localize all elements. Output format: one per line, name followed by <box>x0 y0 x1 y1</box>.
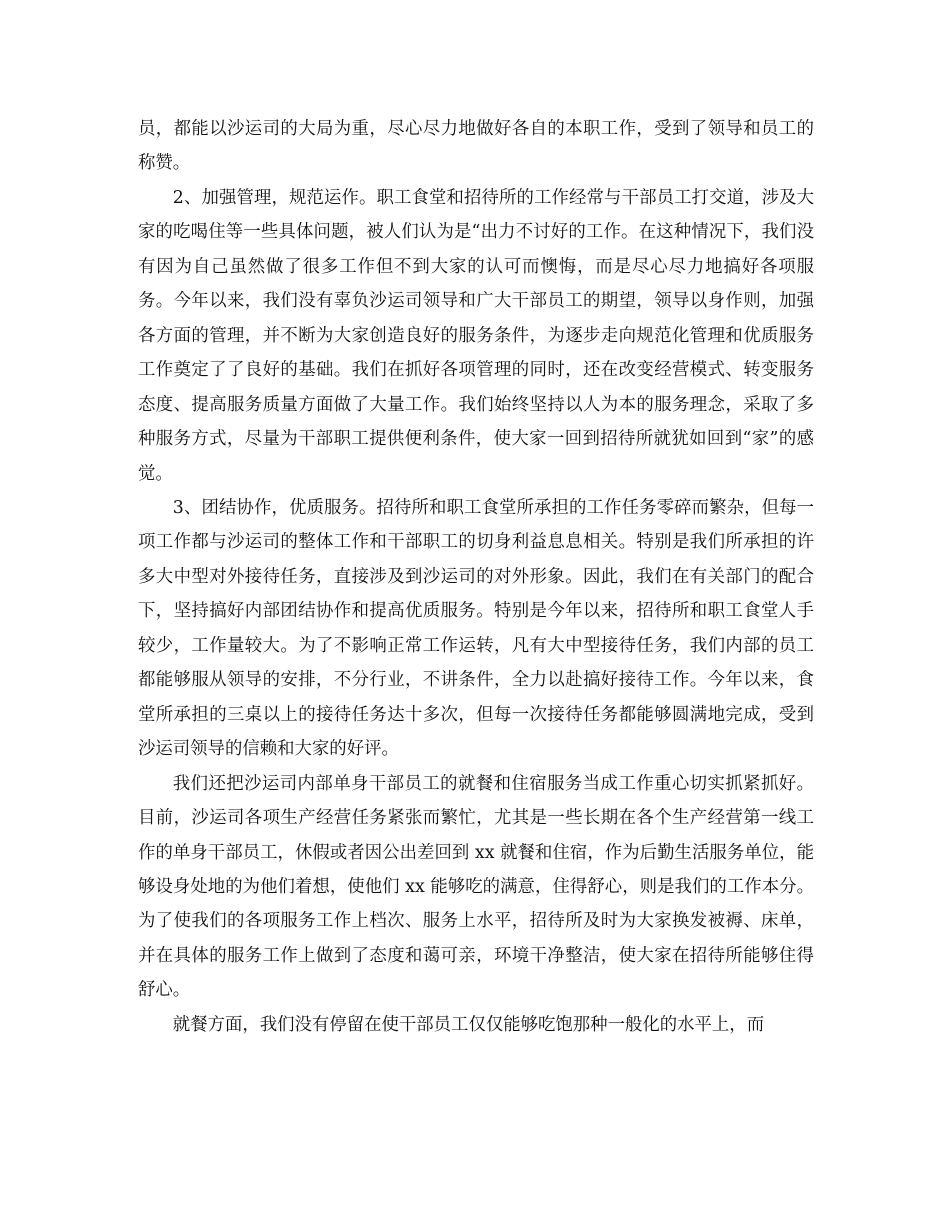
paragraph-cooperation: 3、团结协作，优质服务。招待所和职工食堂所承担的工作任务零碎而繁杂，但每一项工作都与沙运司的整体工作和干部职工的切身利益息息相关。特别是我们所承担的许多大中型对外接待任务，直接涉及到沙运司的对外形象。因此，我们在有关部门的配合下，坚持搞好内部团结协作和提高优质服务。特别是今年以来，招待所和职工食堂人手较少，工作量较大。为了不影响正常工作运转，凡有大中型接待任务，我们内部的员工都能够服从领导的安排，不分行业，不讲条件，全力以赴搞好接待工作。今年以来，食堂所承担的三桌以上的接待任务达十多次，但每一次接待任务都能够圆满地完成，受到沙运司领导的信赖和大家的好评。 <box>138 497 814 760</box>
paragraph-dining: 就餐方面，我们没有停留在使干部员工仅仅能够吃饱那种一般化的水平上，而 <box>172 1014 765 1035</box>
paragraph-dining-lodging: 我们还把沙运司内部单身干部员工的就餐和住宿服务当成工作重心切实抓紧抓好。目前，沙运司各项生产经营任务紧张而繁忙，尤其是一些长期在各个生产经营第一线工作的单身干部员工，休假或者因公出差回到 xx 就餐和住宿，作为后勤生活服务单位，能够设身处地的为他们着想，使他们 xx 能够吃的满意，住得舒心，则是我们的工作本分。为了使我们的各项服务工作上档次、服务上水平，招待所及时为大家换发被褥、床单，并在具体的服务工作上做到了态度和蔼可亲，环境干净整洁，使大家在招待所能够住得舒心。 <box>138 773 814 1001</box>
document-body <box>138 112 814 1042</box>
paragraph-management: 2、加强管理，规范运作。职工食堂和招待所的工作经常与干部员工打交道，涉及大家的吃喝住等一些具体问题，被人们认为是“出力不讨好的工作。在这种情况下，我们没有因为自己虽然做了很多工作但不到大家的认可而懊悔，而是尽心尽力地搞好各项服务。今年以来，我们没有辜负沙运司领导和广大干部员工的期望，领导以身作则，加强各方面的管理，并不断为大家创造良好的服务条件，为逐步走向规范化管理和优质服务工作奠定了了良好的基础。我们在抓好各项管理的同时，还在改变经营模式、转变服务态度、提高服务质量方面做了大量工作。我们始终坚持以人为本的服务理念，采取了多种服务方式，尽量为干部职工提供便利条件，使大家一回到招待所就犹如回到“家”的感觉。 <box>138 187 814 484</box>
paragraph-continuation: 员，都能以沙运司的大局为重，尽心尽力地做好各自的本职工作，受到了领导和员工的称赞。 <box>138 119 814 174</box>
